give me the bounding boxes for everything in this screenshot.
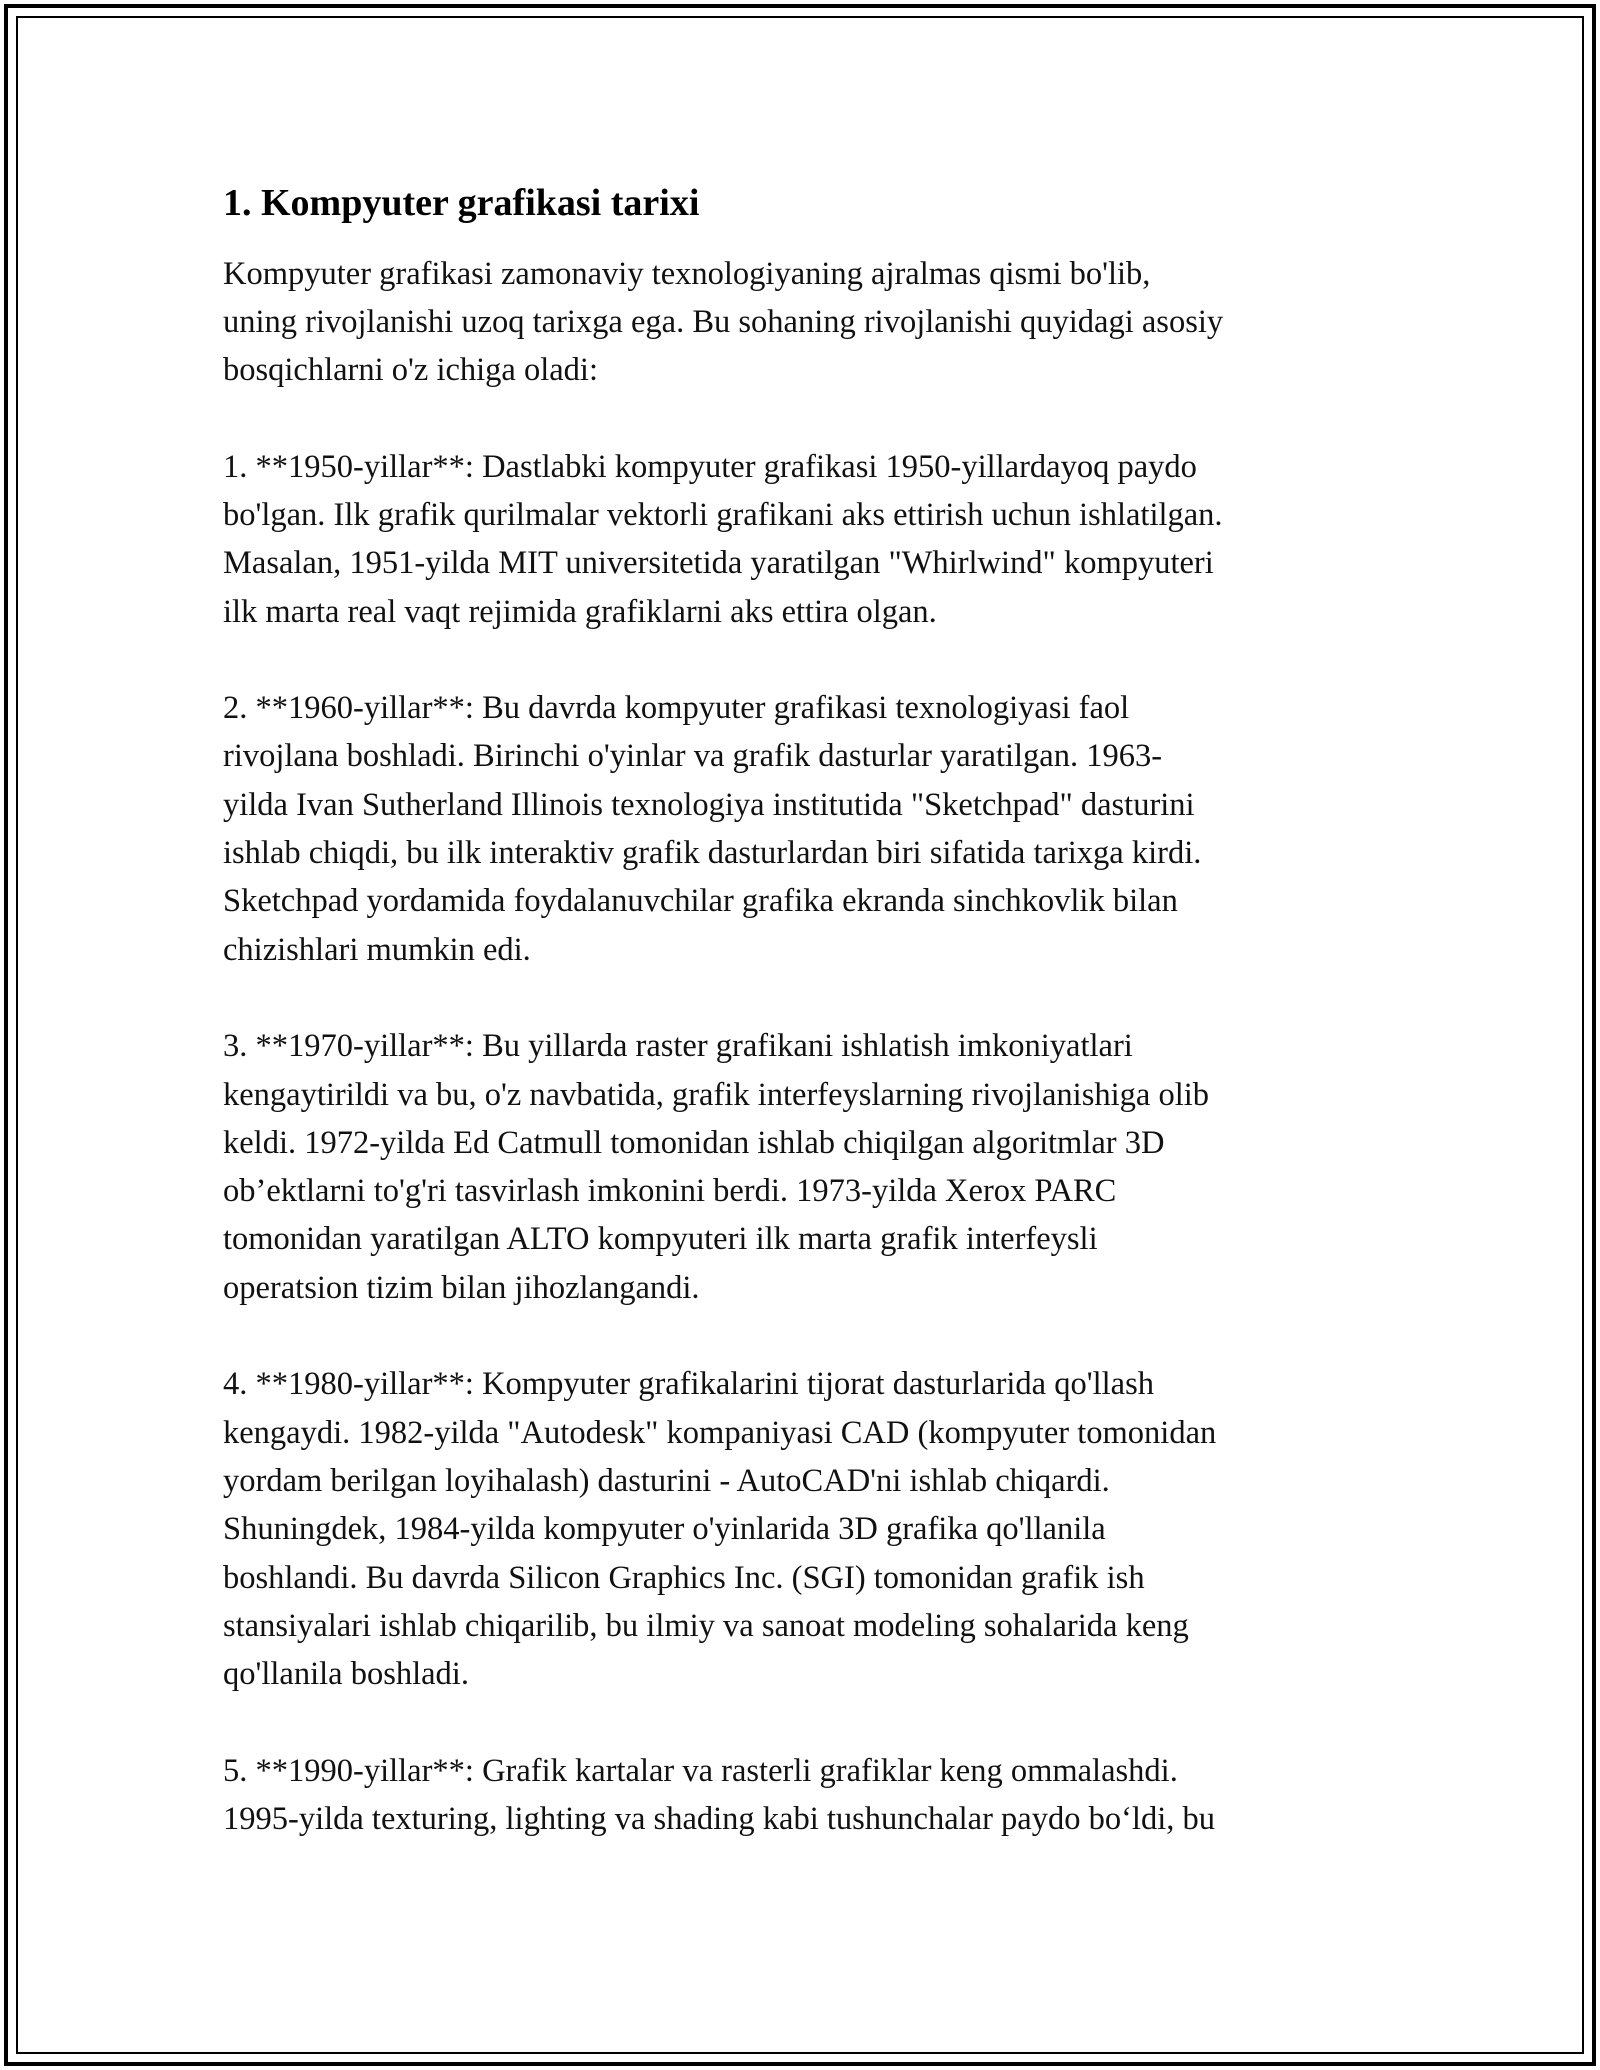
intro-paragraph: Kompyuter grafikasi zamonaviy texnologiyaning ajralmas qismi bo'lib, uning rivojlanishi uzoq tarixga ega. Bu sohaning rivojlanishi quyidagi asosiy bosqichlarni o'z ichiga oladi: — [223, 255, 1224, 389]
list-item-1990s: 5. **1990-yillar**: Grafik kartalar va rasterli grafiklar keng ommalashdi. 1995-yilda texturing, lighting va shading kabi tushunchalar paydo bo‘ldi, bu — [223, 1752, 1215, 1837]
list-item-1970s: 3. **1970-yillar**: Bu yillarda raster grafikani ishlatish imkoniyatlari kengaytirildi va bu, o'z navbatida, grafik interfeyslarning rivojlanishiga olib keldi. 1972-yilda Ed Catmull tomonidan ishlab chiqilgan algoritmlar 3D ob’ektlarni to'g'ri tasvirlash imkonini berdi. 1973-yilda Xerox PARC tomonidan yaratilgan ALTO kompyuteri ilk marta grafik interfeysli operatsion tizim bilan jihozlangandi. — [223, 1028, 1209, 1306]
document-body — [223, 180, 1383, 1892]
list-item-1960s: 2. **1960-yillar**: Bu davrda kompyuter grafikasi texnologiyasi faol rivojlana boshladi. Birinchi o'yinlar va grafik dasturlar yaratilgan. 1963- yilda Ivan Sutherland Illinois texnologiya institutida "Sketchpad" dasturini ishlab chiqdi, bu ilk interaktiv grafik dasturlardan biri sifatida tarixga kirdi. Sketchpad yordamida foydalanuvchilar grafika ekranda sinchkovlik bilan chizishlari mumkin edi. — [223, 690, 1202, 968]
list-item-1950s: 1. **1950-yillar**: Dastlabki kompyuter grafikasi 1950-yillardayoq paydo bo'lgan. Ilk grafik qurilmalar vektorli grafikani aks ettirish uchun ishlatilgan. Masalan, 1951-yilda MIT universitetida yaratilgan "Whirlwind" kompyuteri ilk marta real vaqt rejimida grafiklarni aks ettira olgan. — [223, 448, 1223, 630]
list-item-1980s: 4. **1980-yillar**: Kompyuter grafikalarini tijorat dasturlarida qo'llash kengaydi. 1982-yilda "Autodesk" kompaniyasi CAD (kompyuter tomonidan yordam berilgan loyihalash) dasturini - AutoCAD'ni ishlab chiqardi. Shuningdek, 1984-yilda kompyuter o'yinlarida 3D grafika qo'llanila boshlandi. Bu davrda Silicon Graphics Inc. (SGI) tomonidan grafik ish stansiyalari ishlab chiqarilib, bu ilmiy va sanoat modeling sohalarida keng qo'llanila boshladi. — [223, 1366, 1217, 1693]
document-title: 1. Kompyuter grafikasi tarixi — [223, 182, 700, 224]
